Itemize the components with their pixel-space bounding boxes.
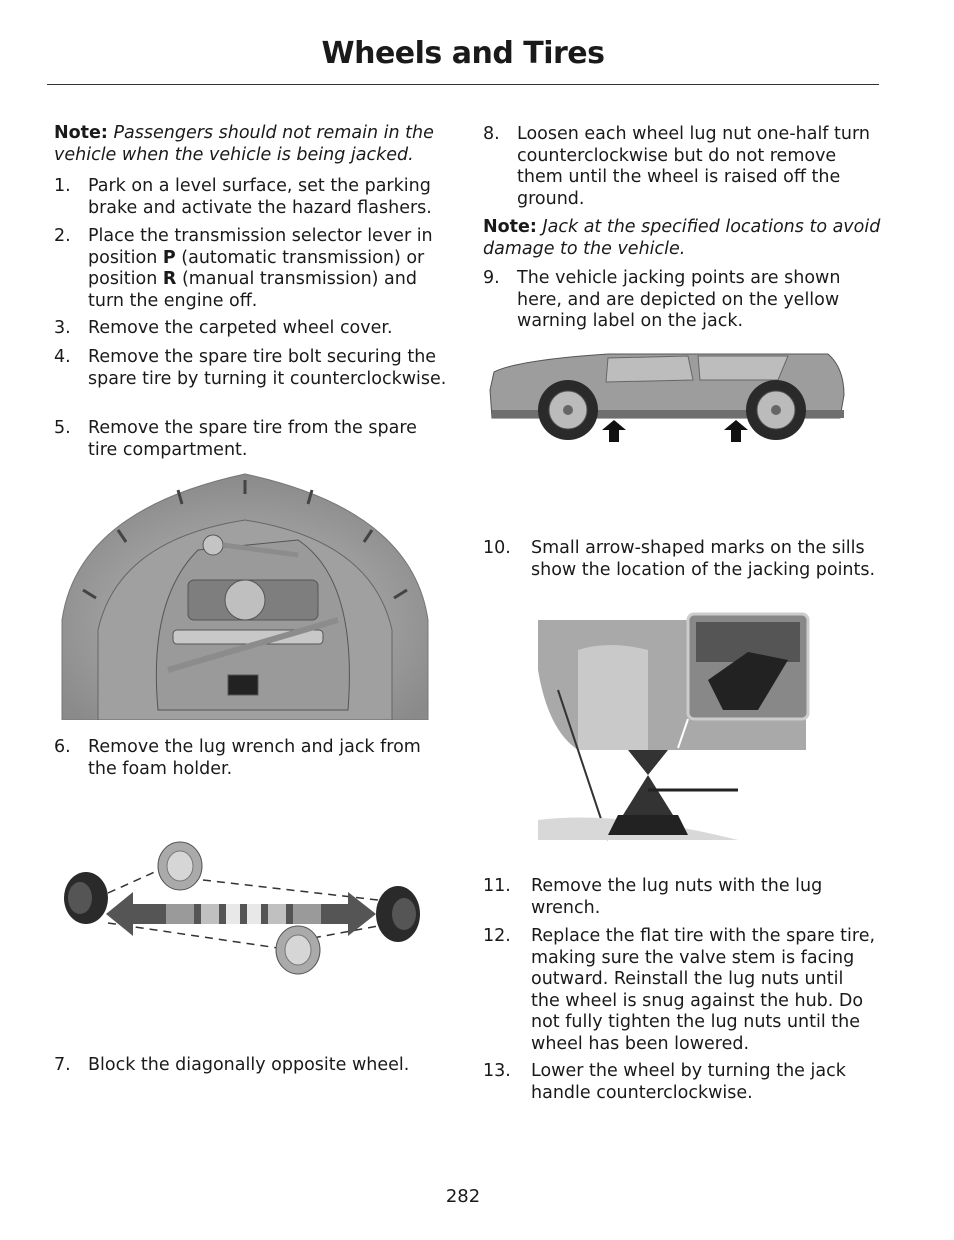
step-number: 10.: [483, 538, 511, 558]
step-number: 5.: [54, 418, 71, 438]
step-text-part: (manual transmission) and turn the engine off.: [88, 269, 417, 311]
step-number: 3.: [54, 318, 71, 338]
step-7: [54, 1055, 454, 1077]
step-text-part: Place the transmission selector lever in position: [88, 226, 433, 268]
rear-jacking-arrow: [724, 420, 748, 442]
front-wheel: [538, 380, 598, 440]
step-number: 9.: [483, 268, 500, 288]
step-text: Small arrow-shaped marks on the sills show the location of the jacking points.: [531, 538, 876, 580]
rear-wheel: [746, 380, 806, 440]
step-4: [54, 347, 454, 413]
left-tire: [64, 872, 108, 924]
step-1: [54, 176, 454, 220]
step-text: Lower the wheel by turning the jack handle counterclockwise.: [531, 1061, 846, 1103]
step-number: 11.: [483, 876, 511, 896]
step-text: Remove the spare tire bolt securing the spare tire by turning it counterclockwise.: [88, 347, 447, 389]
step-text: Remove the lug wrench and jack from the foam holder.: [88, 737, 421, 779]
step-text: Remove the lug nuts with the lug wrench.: [531, 876, 823, 918]
title-divider: [47, 84, 879, 85]
step-number: 4.: [54, 347, 71, 367]
step-text: The vehicle jacking points are shown here, and are depicted on the yellow warning label on the jack.: [517, 268, 841, 331]
step-text: Replace the flat tire with the spare tire, making sure the valve stem is facing outward. Reinstall the lug nuts until the wheel is snug against the hub. Do not fully tighten the lug nuts until the wheel has been lowered.: [531, 926, 876, 1054]
step-text: [88, 226, 448, 312]
step-text: Loosen each wheel lug nut one-half turn counterclockwise but do not remove them until the wheel is raised off the ground.: [517, 124, 870, 209]
jack-under-sill-illustration: [538, 610, 810, 842]
step-number: 12.: [483, 926, 511, 946]
step-number: 1.: [54, 176, 71, 196]
step-13: [483, 1061, 883, 1105]
note-text: Passengers should not remain in the vehicle when the vehicle is being jacked.: [54, 123, 434, 165]
page-title: Wheels and Tires: [321, 36, 605, 71]
step-text: Block the diagonally opposite wheel.: [88, 1055, 410, 1075]
vehicle-jacking-points-illustration: [488, 350, 850, 446]
gear-position-p: P: [162, 247, 176, 268]
step-2: [54, 226, 454, 314]
step-number: 6.: [54, 737, 71, 757]
bottom-wheel: [276, 926, 320, 974]
step-text-part: (automatic transmission) or position: [88, 247, 425, 289]
note-text: Jack at the specified locations to avoid damage to the vehicle.: [483, 217, 881, 259]
gear-position-r: R: [162, 269, 177, 289]
step-number: 7.: [54, 1055, 71, 1075]
top-wheel: [158, 842, 202, 890]
diagonal-wheel-block-illustration: [58, 838, 428, 983]
step-number: 13.: [483, 1061, 511, 1081]
step-5: [54, 418, 454, 462]
spare-tire-compartment-illustration: [58, 470, 432, 720]
step-text: Remove the spare tire from the spare tire compartment.: [88, 418, 417, 460]
step-11: [483, 876, 883, 920]
right-tire: [376, 886, 420, 942]
front-jacking-arrow: [602, 420, 626, 442]
step-6: [54, 737, 454, 781]
step-12: [483, 926, 883, 1058]
note-label: Note:: [54, 123, 108, 143]
page-number: 282: [445, 1186, 481, 1207]
step-8: [483, 124, 883, 212]
note-jack-locations: [483, 217, 883, 260]
step-9: [483, 268, 883, 334]
note-passengers: [54, 123, 454, 166]
step-number: 2.: [54, 226, 71, 246]
step-3: [54, 318, 454, 340]
step-text: Remove the carpeted wheel cover.: [88, 318, 393, 338]
step-10: [483, 538, 883, 604]
note-label: Note:: [483, 217, 537, 237]
step-number: 8.: [483, 124, 500, 144]
step-text: Park on a level surface, set the parking brake and activate the hazard flashers.: [88, 176, 432, 218]
